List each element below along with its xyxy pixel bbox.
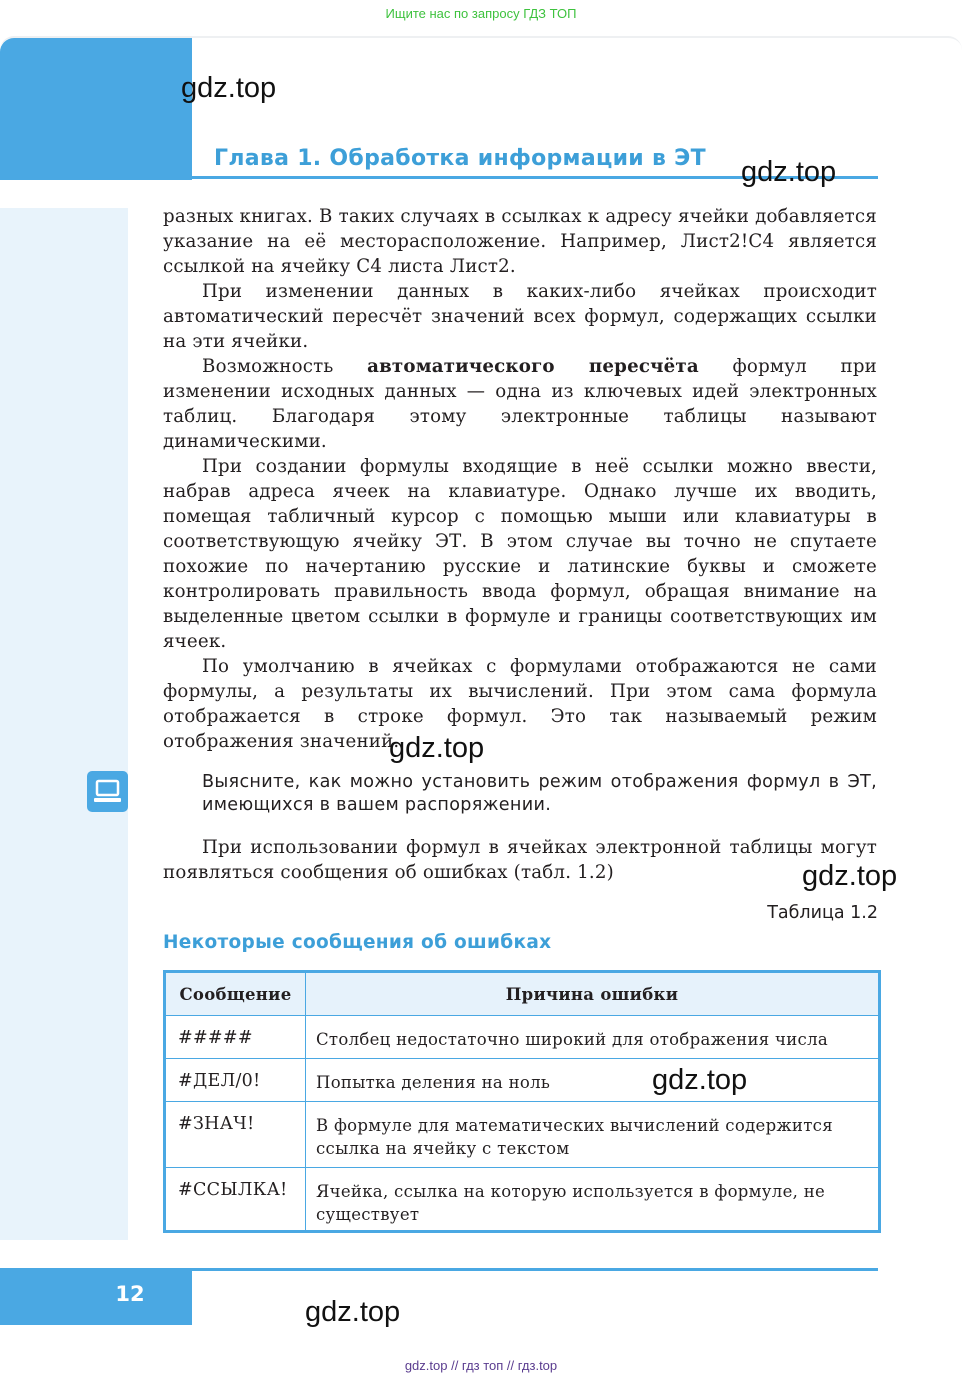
error-table [163,970,881,1233]
body-text [163,835,877,885]
table-row [165,1016,880,1059]
paragraph: Возможность автоматического пересчёта формул при изменении исходных данных — одна из ключевых идей электронных таблиц. Благодаря этому электронные таблицы называют динамическими. [163,356,877,452]
table-row [165,1102,880,1168]
table-cell: Ячейка, ссылка на которую используется в формуле, не существует [306,1168,880,1232]
table-caption: Таблица 1.2 [767,903,878,923]
table-cell: #ССЫЛКА! [165,1168,306,1232]
top-banner: Ищите нас по запросу ГДЗ ТОП [385,6,577,21]
computer-icon [87,771,128,812]
watermark: gdz.top [389,732,485,764]
watermark: gdz.top [802,860,898,892]
table-row [165,1168,880,1232]
margin-strip [0,208,128,1240]
table-cell: ##### [165,1016,306,1059]
watermark: gdz.top [181,72,277,104]
paragraph: При использовании формул в ячейках электронной таблицы могут появляться сообщения об ошибках (табл. 1.2) [163,837,877,883]
table-header-row [165,972,880,1016]
watermark: gdz.top [741,156,837,188]
chapter-title: Глава 1. Обработка информации в ЭТ [214,146,706,171]
header-block [0,38,192,180]
page-number: 12 [115,1282,145,1306]
term-bold: автоматического пересчёта [367,356,699,377]
body-text [163,204,877,754]
table-cell: В формуле для математических вычислений содержится ссылка на ячейку с текстом [306,1102,880,1168]
watermark: gdz.top [652,1064,748,1096]
table-heading: Некоторые сообщения об ошибках [163,932,552,953]
table-cell: #ДЕЛ/0! [165,1059,306,1102]
footer-links: gdz.top // гдз топ // гдз.top [404,1358,558,1373]
paragraph: При создании формулы входящие в неё ссылки можно ввести, набрав адреса ячеек на клавиатуре. Однако лучше их вводить, помещая табличный курсор с помощью мыши или клавиатуры в соответствующую ячейку ЭТ. В этом случае вы точно не спутаете похожие по начертанию русские и латинские буквы и сможете контролировать правильность ввода формул, обращая внимание на выделенные цветом ссылки в формуле и границы соответствующих им ячеек. [163,456,877,652]
paragraph: По умолчанию в ячейках с формулами отображаются не сами формулы, а результаты их вычислений. При этом сама формула отображается в строке формул. Это так называемый режим отображения значений. [163,656,877,752]
paragraph: разных книгах. В таких случаях в ссылках к адресу ячейки добавляется указание на её месторасположение. Например, Лист2!C4 является ссылкой на ячейку C4 листа Лист2. [163,206,877,277]
watermark: gdz.top [305,1296,401,1328]
paragraph: При изменении данных в каких-либо ячейках происходит автоматический пересчёт значений всех формул, содержащих ссылки на эти ячейки. [163,281,877,352]
column-header: Причина ошибки [306,972,880,1016]
table-cell: #ЗНАЧ! [165,1102,306,1168]
table-cell: Столбец недостаточно широкий для отображения числа [306,1016,880,1059]
table-cell: Попытка деления на ноль [306,1059,880,1102]
footer-rule [192,1268,878,1271]
task-text: Выясните, как можно установить режим отображения формул в ЭТ, имеющихся в вашем распоряжении. [202,772,877,815]
column-header: Сообщение [165,972,306,1016]
table-row [165,1059,880,1102]
